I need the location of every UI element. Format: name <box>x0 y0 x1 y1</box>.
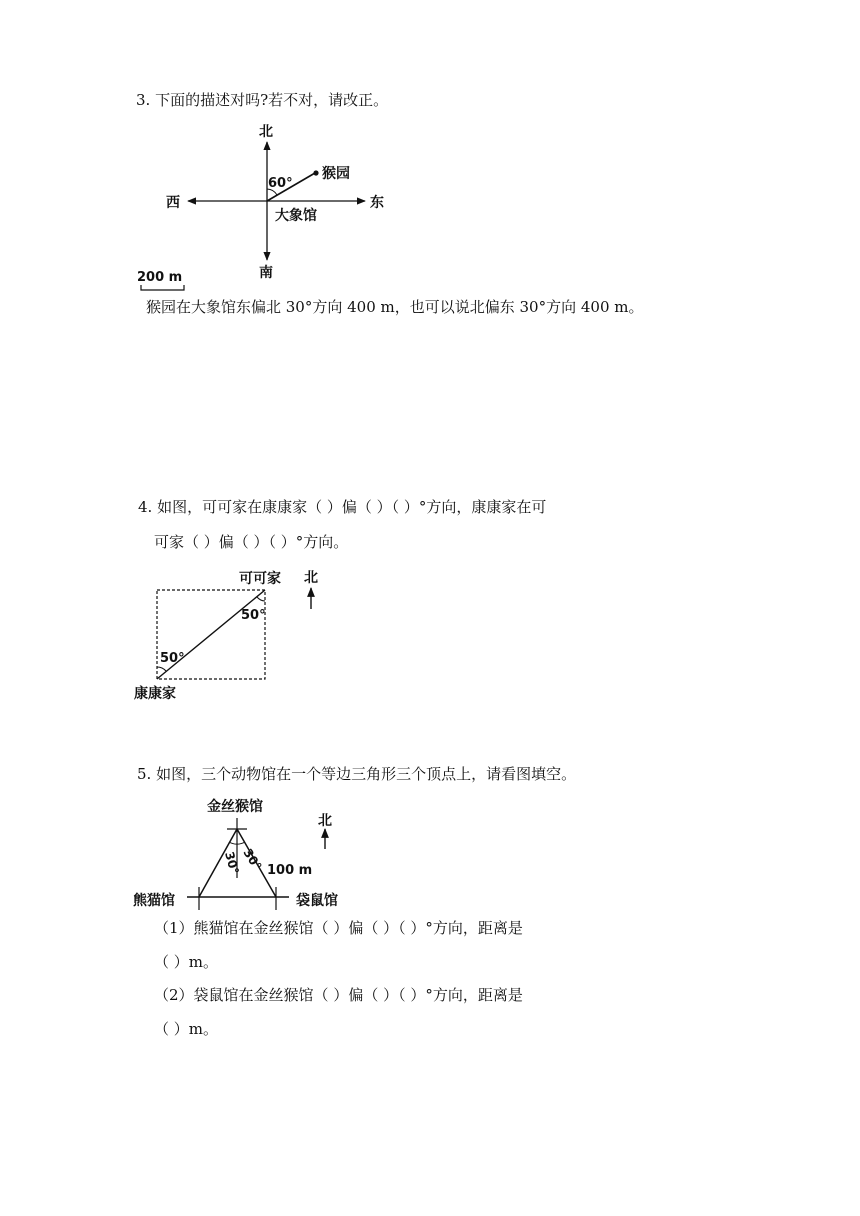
q4-angle-arc-top <box>257 597 265 601</box>
q3-west-label: 西 <box>166 195 180 211</box>
q5-distance-label: 100 m <box>267 863 313 878</box>
q4-kangkang-label: 康康家 <box>134 686 176 702</box>
q5-part2-line1: （2）袋鼠馆在金丝猴馆（ ）偏（ ）（ ）°方向，距离是 <box>154 986 523 1004</box>
q5-part1-line2: （ ）m。 <box>154 953 218 971</box>
q4-north-label: 北 <box>304 570 318 586</box>
q3-monkey-point <box>313 170 318 175</box>
q3-north-label: 北 <box>259 124 273 140</box>
q4-keke-label: 可可家 <box>239 571 281 587</box>
q3-statement: 猴园在大象馆东偏北 30°方向 400 m，也可以说北偏东 30°方向 400 m。 <box>146 298 644 316</box>
q5-north-label: 北 <box>318 813 332 829</box>
q3-scale-bar <box>141 285 184 290</box>
q4-angle-bottom-label: 50° <box>160 651 185 666</box>
q5-right-label: 袋鼠馆 <box>296 893 338 909</box>
q3-title: 3. 下面的描述对吗?若不对，请改正。 <box>136 91 389 109</box>
q3-angle-label: 60° <box>268 176 293 191</box>
q5-angle-left-label: 30° <box>222 850 242 876</box>
q3-south-label: 南 <box>259 265 273 281</box>
q4-angle-top-label: 50° <box>241 608 266 623</box>
q3-elephant-label: 大象馆 <box>275 208 317 224</box>
q3-scale-label: 200 m <box>137 270 183 285</box>
q4-angle-arc-bottom <box>157 667 166 671</box>
q5-top-label: 金丝猴馆 <box>207 799 263 815</box>
q4-line2: 可家（ ）偏（ ）（ ）°方向。 <box>154 533 349 551</box>
q5-left-label: 熊猫馆 <box>133 893 175 909</box>
q5-title: 5. 如图，三个动物馆在一个等边三角形三个顶点上，请看图填空。 <box>137 765 577 783</box>
q5-angle-right-label: 30° <box>240 846 265 873</box>
q3-monkey-label: 猴园 <box>322 166 350 182</box>
q5-part2-line2: （ ）m。 <box>154 1020 218 1038</box>
q3-east-label: 东 <box>370 195 384 211</box>
q4-line1: 4. 如图，可可家在康康家（ ）偏（ ）（ ）°方向，康康家在可 <box>138 498 547 516</box>
q5-part1-line1: （1）熊猫馆在金丝猴馆（ ）偏（ ）（ ）°方向，距离是 <box>154 919 523 937</box>
